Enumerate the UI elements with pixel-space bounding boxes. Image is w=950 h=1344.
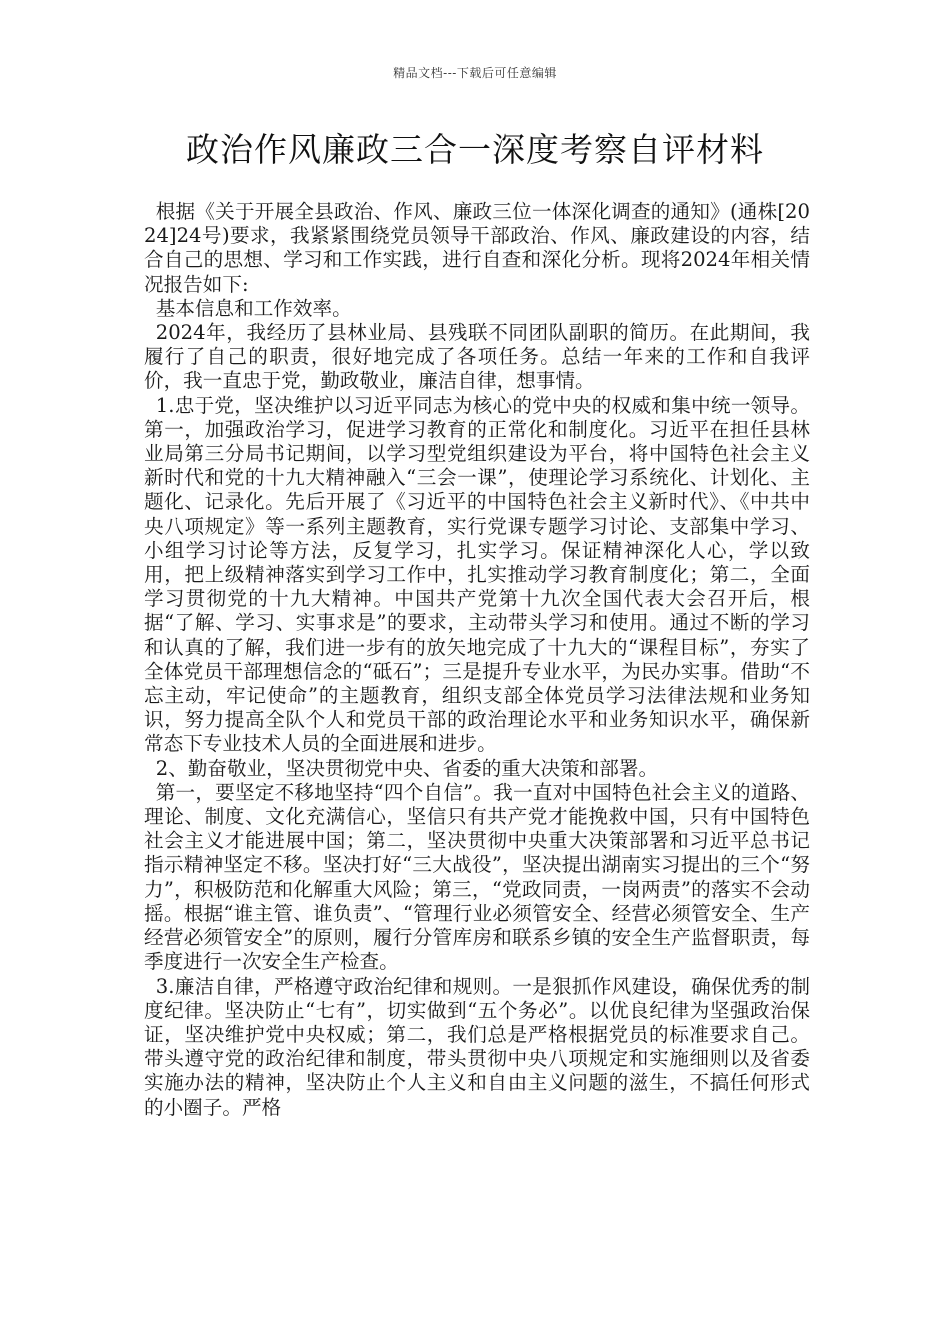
paragraph-diligence-heading: 2、勤奋敬业，坚决贯彻党中央、省委的重大决策和部署。 <box>155 756 659 780</box>
paragraph-summary-2024: 2024年，我经历了县林业局、县残联不同团队副职的简历。在此期间，我履行了自己的职责，很好地完成了各项任务。总结一年来的工作和自我评价，我一直忠于党，勤政敬业，廉洁自律，想事情。 <box>144 321 810 393</box>
document-body <box>144 200 810 1120</box>
paragraph-basic-info: 基本信息和工作效率。 <box>155 296 352 320</box>
paragraph-four-confidences: 第一，要坚定不移地坚持“四个自信”。我一直对中国特色社会主义的道路、理论、制度、文化充满信心，坚信只有共产党才能挽救中国，只有中国特色社会主义才能进展中国；第二，坚决贯彻中央重大决策部署和习近平总书记指示精神坚定不移。坚决打好“三大战役”，坚决提出湖南实习提出的三个“努力”，积极防范和化解重大风险；第三，“党政同责，一岗两责”的落实不会动摇。根据“谁主管、谁负责”、“管理行业必须管安全、经营必须管安全、生产经营必须管安全”的原则，履行分管库房和联系乡镇的安全生产监督职责，每季度进行一次安全生产检查。 <box>144 780 810 974</box>
paragraph-integrity: 3.廉洁自律，严格遵守政治纪律和规则。一是狠抓作风建设，确保优秀的制度纪律。坚决防止“七有”，切实做到“五个务必”。以优良纪律为坚强政治保证，坚决维护党中央权威；第二，我们总是严格根据党员的标准要求自己。带头遵守党的政治纪律和制度，带头贯彻中央八项规定和实施细则以及省委实施办法的精神，坚决防止个人主义和自由主义问题的滋生，不搞任何形式的小圈子。严格 <box>144 974 810 1119</box>
paragraph-intro: 根据《关于开展全县政治、作风、廉政三位一体深化调查的通知》(通株[2024]24号)要求，我紧紧围绕党员领导干部政治、作风、廉政建设的内容，结合自己的思想、学习和工作实践，进行自查和深化分析。现将2024年相关情况报告如下: <box>144 200 810 296</box>
header-note: 精品文档---下载后可任意编辑 <box>393 66 557 80</box>
document-title: 政治作风廉政三合一深度考察自评材料 <box>186 130 764 169</box>
paragraph-loyalty: 1.忠于党，坚决维护以习近平同志为核心的党中央的权威和集中统一领导。第一，加强政治学习，促进学习教育的正常化和制度化。习近平在担任县林业局第三分局书记期间，以学习型党组织建设为平台，将中国特色社会主义新时代和党的十九大精神融入“三会一课”，使理论学习系统化、计划化、主题化、记录化。先后开展了《习近平的中国特色社会主义新时代》、《中共中央八项规定》等一系列主题教育，实行党课专题学习讨论、支部集中学习、小组学习讨论等方法，反复学习，扎实学习。保证精神深化人心，学以致用，把上级精神落实到学习工作中，扎实推动学习教育制度化；第二，全面学习贯彻党的十九大精神。中国共产党第十九次全国代表大会召开后，根据“了解、学习、实事求是”的要求，主动带头学习和使用。通过不断的学习和认真的了解，我们进一步有的放矢地完成了十九大的“课程目标”，夯实了全体党员干部理想信念的“砥石”；三是提升专业水平，为民办实事。借助“不忘主动，牢记使命”的主题教育，组织支部全体党员学习法律法规和业务知识，努力提高全队个人和党员干部的政治理论水平和业务知识水平，确保新常态下专业技术人员的全面进展和进步。 <box>144 393 810 756</box>
